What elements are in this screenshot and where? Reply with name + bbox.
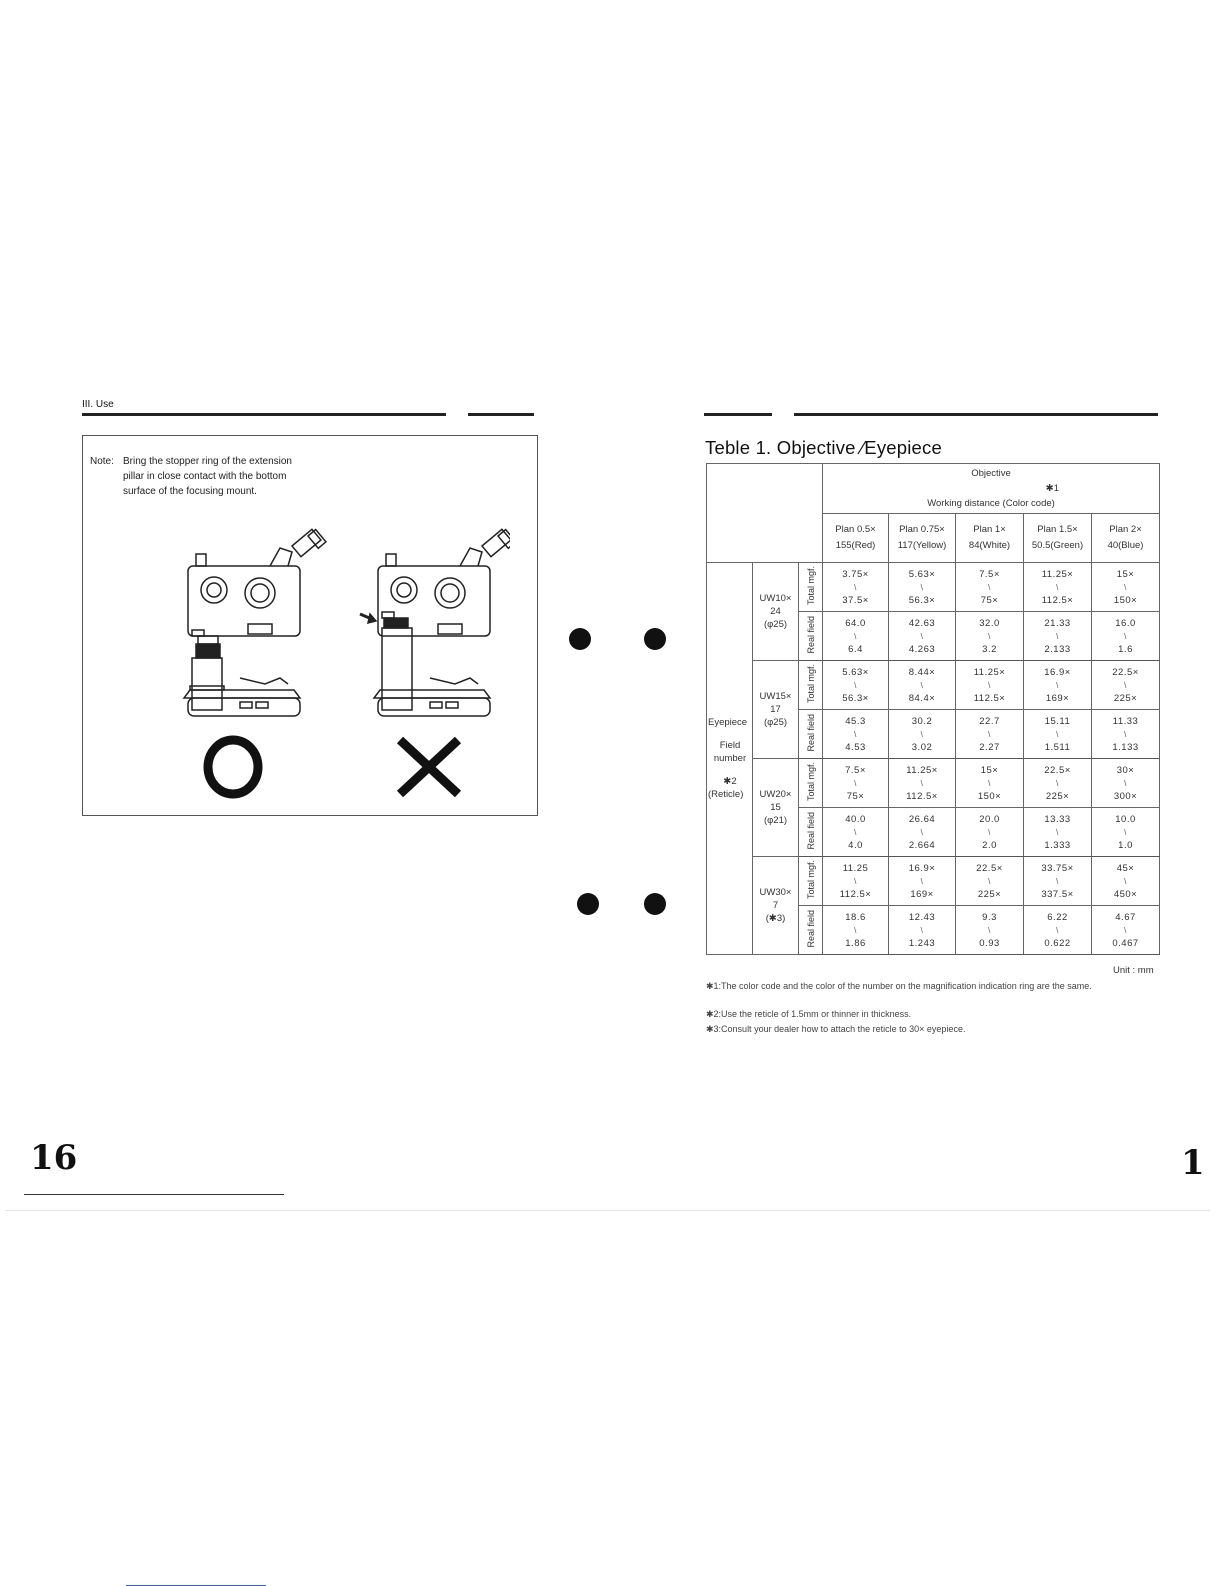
range-separator: \	[1056, 925, 1059, 935]
range-separator: \	[1124, 631, 1127, 641]
range-min: 10.0	[1115, 813, 1136, 825]
section-label: III. Use	[82, 399, 114, 410]
range-separator: \	[988, 729, 991, 739]
range-separator: \	[988, 680, 991, 690]
range-min: 33.75×	[1041, 862, 1074, 874]
bottom-rule-faint	[5, 1210, 1210, 1211]
range-separator: \	[854, 680, 857, 690]
binder-hole-icon	[577, 893, 599, 915]
range-separator: \	[854, 729, 857, 739]
total-magnification-cell	[889, 759, 956, 808]
total-magnification-cell	[956, 759, 1024, 808]
real-field-cell	[889, 710, 956, 759]
range-min: 7.5×	[979, 568, 1000, 580]
row-type-label-cell	[799, 857, 823, 906]
objective-column-header	[956, 514, 1024, 563]
total-magnification-cell	[956, 563, 1024, 612]
range-max: 1.511	[1044, 741, 1071, 753]
real-field-cell	[1024, 906, 1092, 955]
range-min: 11.25×	[906, 764, 938, 776]
range-max: 2.664	[908, 839, 936, 851]
real-field-cell	[1092, 906, 1160, 955]
header-rule-tick	[772, 412, 794, 416]
reticle-mark: ✱2	[723, 776, 737, 787]
range-separator: \	[1056, 778, 1059, 788]
range-min: 16.9×	[1044, 666, 1071, 678]
range-separator: \	[920, 631, 924, 641]
range-max: 56.3×	[842, 692, 869, 704]
range-min: 18.6	[845, 911, 866, 923]
real-field-cell	[889, 808, 956, 857]
working-distance-header: Working distance (Color code)	[927, 498, 1055, 509]
real-field-cell	[823, 612, 889, 661]
real-field-cell	[956, 808, 1024, 857]
range-min: 30×	[1116, 764, 1135, 776]
range-max: 2.133	[1044, 643, 1071, 655]
table-row	[707, 759, 1160, 808]
range-min: 42.63	[908, 617, 936, 629]
eyepiece-name: UW30×	[759, 887, 792, 898]
range-separator: \	[854, 827, 857, 837]
total-magnification-cell	[889, 661, 956, 710]
total-magnification-cell	[1092, 857, 1160, 906]
objective-working-distance: 84(White)	[968, 540, 1011, 551]
range-max: 4.53	[845, 741, 866, 753]
total-magnification-cell	[823, 563, 889, 612]
real-field-cell	[1092, 808, 1160, 857]
row-type-label: Total mgf.	[805, 859, 816, 899]
real-field-cell	[1024, 710, 1092, 759]
range-max: 112.5×	[906, 790, 938, 802]
range-separator: \	[1056, 827, 1059, 837]
eyepiece-name: UW15×	[759, 691, 792, 702]
real-field-cell	[1092, 710, 1160, 759]
range-separator: \	[1056, 876, 1059, 886]
range-separator: \	[1056, 680, 1059, 690]
table-title: Teble 1. Objective ⁄Eyepiece	[705, 437, 942, 458]
eyepiece-label: Eyepiece	[708, 717, 748, 728]
row-type-label: Total mgf.	[805, 761, 816, 801]
range-min: 45.3	[845, 715, 866, 727]
eyepiece-field-number: 7	[772, 900, 779, 911]
eyepiece-cell	[753, 563, 799, 661]
table-row	[707, 661, 1160, 710]
range-max: 0.622	[1044, 937, 1071, 949]
page-number-left: 16	[30, 1138, 78, 1178]
microscope-incorrect-icon	[360, 529, 510, 716]
range-separator: \	[1124, 680, 1127, 690]
range-separator: \	[854, 778, 857, 788]
eyepiece-reticle: (✱3)	[765, 913, 786, 924]
note-label: Note:	[90, 456, 114, 467]
page-number-right: 1	[1181, 1143, 1205, 1183]
range-min: 13.33	[1044, 813, 1071, 825]
range-min: 30.2	[911, 715, 933, 727]
row-type-label-cell	[799, 563, 823, 612]
range-separator: \	[988, 925, 991, 935]
total-magnification-cell	[1092, 563, 1160, 612]
objective-header-cell	[823, 464, 1160, 514]
row-type-label-cell	[799, 612, 823, 661]
range-min: 22.5×	[1044, 764, 1071, 776]
eyepiece-reticle: (φ25)	[763, 717, 788, 728]
objective-column-header	[889, 514, 956, 563]
range-max: 0.93	[979, 937, 1000, 949]
range-separator: \	[1124, 582, 1127, 592]
range-min: 15×	[1116, 568, 1135, 580]
range-min: 32.0	[979, 617, 1000, 629]
range-min: 11.33	[1112, 715, 1139, 727]
real-field-cell	[889, 612, 956, 661]
range-max: 6.4	[848, 643, 863, 655]
objective-working-distance: 117(Yellow)	[897, 540, 947, 551]
range-max: 84.4×	[908, 692, 936, 704]
note-text: Bring the stopper ring of the extension pillar in close contact with the bottom surface of the focusing mount.	[123, 456, 292, 497]
range-min: 22.5×	[1112, 666, 1139, 678]
footnote-3: ✱3:Consult your dealer how to attach the reticle to 30× eyepiece.	[706, 1024, 966, 1034]
range-max: 0.467	[1112, 937, 1139, 949]
footnote-1	[706, 979, 1162, 993]
total-magnification-cell	[1024, 759, 1092, 808]
range-separator: \	[1124, 827, 1127, 837]
range-min: 3.75×	[842, 568, 869, 580]
eyepiece-reticle: (φ25)	[763, 619, 788, 630]
range-separator: \	[920, 680, 924, 690]
table-corner	[707, 464, 823, 563]
objective-working-distance: 40(Blue)	[1107, 540, 1144, 551]
objective-column-header	[1092, 514, 1160, 563]
range-max: 3.02	[911, 741, 933, 753]
range-max: 1.0	[1118, 839, 1133, 851]
total-magnification-cell	[823, 759, 889, 808]
range-min: 15×	[980, 764, 999, 776]
eyepiece-cell	[753, 857, 799, 955]
range-min: 16.0	[1115, 617, 1136, 629]
range-min: 45×	[1116, 862, 1135, 874]
objective-column-header	[823, 514, 889, 563]
range-min: 5.63×	[842, 666, 869, 678]
eyepiece-field-label-cell	[707, 563, 753, 955]
range-separator: \	[920, 827, 924, 837]
range-max: 337.5×	[1041, 888, 1074, 900]
eyepiece-field-number: 24	[770, 606, 781, 617]
range-min: 11.25×	[973, 666, 1006, 678]
objective-name: Plan 0.75×	[899, 524, 945, 535]
range-max: 225×	[1045, 790, 1070, 802]
footnote-2: ✱2:Use the reticle of 1.5mm or thinner in thickness.	[706, 1009, 912, 1019]
header-rule-tick	[446, 412, 468, 416]
real-field-cell	[823, 710, 889, 759]
range-max: 2.27	[979, 741, 1000, 753]
range-min: 6.22	[1047, 911, 1068, 923]
range-min: 22.7	[979, 715, 1000, 727]
objective-name: Plan 1.5×	[1037, 524, 1078, 535]
range-separator: \	[920, 582, 924, 592]
range-min: 4.67	[1115, 911, 1136, 923]
total-magnification-cell	[956, 857, 1024, 906]
total-magnification-cell	[1024, 661, 1092, 710]
row-type-label-cell	[799, 710, 823, 759]
range-separator: \	[1056, 631, 1059, 641]
range-max: 75×	[980, 594, 999, 606]
microscope-correct-icon	[184, 529, 326, 716]
correct-mark-icon	[198, 734, 268, 800]
row-type-label-cell	[799, 759, 823, 808]
binder-hole-icon	[644, 893, 666, 915]
bottom-rule	[24, 1194, 284, 1195]
footnote-1-text: ✱1:The color code and the color of the number on the magnification indication ring are the same.	[706, 981, 1092, 991]
eyepiece-field-number: 17	[770, 704, 781, 715]
total-magnification-cell	[889, 857, 956, 906]
range-max: 1.333	[1044, 839, 1071, 851]
range-separator: \	[1056, 729, 1059, 739]
range-max: 225×	[1113, 692, 1138, 704]
range-max: 2.0	[982, 839, 997, 851]
eyepiece-name: UW10×	[759, 593, 792, 604]
range-min: 16.9×	[908, 862, 936, 874]
incorrect-mark-icon	[394, 736, 464, 798]
range-max: 37.5×	[842, 594, 869, 606]
range-max: 150×	[1113, 594, 1138, 606]
field-number-label: Field number	[713, 740, 747, 764]
total-magnification-cell	[1092, 661, 1160, 710]
row-type-label: Real field	[805, 615, 816, 654]
range-separator: \	[1124, 729, 1127, 739]
row-type-label: Real field	[805, 713, 816, 752]
range-max: 56.3×	[908, 594, 936, 606]
range-min: 7.5×	[845, 764, 866, 776]
range-max: 450×	[1113, 888, 1138, 900]
range-separator: \	[920, 876, 924, 886]
range-min: 64.0	[845, 617, 866, 629]
eyepiece-cell	[753, 661, 799, 759]
range-max: 169×	[910, 888, 934, 900]
range-separator: \	[1056, 582, 1059, 592]
range-separator: \	[1124, 925, 1127, 935]
real-field-cell	[956, 612, 1024, 661]
range-min: 20.0	[979, 813, 1000, 825]
range-max: 112.5×	[973, 692, 1006, 704]
objective-working-distance: 50.5(Green)	[1031, 540, 1084, 551]
working-distance-mark: ✱1	[1045, 483, 1060, 494]
range-separator: \	[854, 631, 857, 641]
objective-eyepiece-table	[706, 463, 1160, 955]
real-field-cell	[889, 906, 956, 955]
range-max: 1.86	[845, 937, 866, 949]
total-magnification-cell	[823, 661, 889, 710]
table-row	[707, 857, 1160, 906]
range-max: 1.6	[1118, 643, 1133, 655]
range-min: 11.25	[842, 862, 869, 874]
range-max: 169×	[1045, 692, 1070, 704]
range-separator: \	[854, 582, 857, 592]
real-field-cell	[956, 906, 1024, 955]
objective-name: Plan 2×	[1109, 524, 1142, 535]
real-field-cell	[1024, 612, 1092, 661]
row-type-label: Real field	[805, 909, 816, 948]
total-magnification-cell	[1024, 857, 1092, 906]
row-type-label-cell	[799, 906, 823, 955]
unit-label: Unit : mm	[1113, 965, 1154, 976]
row-type-label: Total mgf.	[805, 565, 816, 605]
total-magnification-cell	[823, 857, 889, 906]
row-type-label-cell	[799, 661, 823, 710]
row-type-label: Total mgf.	[805, 663, 816, 703]
objective-column-header	[1024, 514, 1092, 563]
range-separator: \	[988, 778, 991, 788]
range-max: 3.2	[982, 643, 997, 655]
total-magnification-cell	[1024, 563, 1092, 612]
real-field-cell	[823, 808, 889, 857]
range-separator: \	[988, 876, 991, 886]
range-max: 300×	[1113, 790, 1138, 802]
range-min: 8.44×	[908, 666, 936, 678]
range-min: 22.5×	[976, 862, 1003, 874]
eyepiece-reticle: (φ21)	[763, 815, 788, 826]
range-max: 112.5×	[1041, 594, 1074, 606]
range-separator: \	[920, 925, 924, 935]
range-max: 225×	[977, 888, 1002, 900]
eyepiece-field-number: 15	[770, 802, 781, 813]
total-magnification-cell	[1092, 759, 1160, 808]
range-separator: \	[988, 582, 991, 592]
real-field-cell	[1092, 612, 1160, 661]
total-magnification-cell	[889, 563, 956, 612]
row-type-label-cell	[799, 808, 823, 857]
objective-name: Plan 1×	[973, 524, 1006, 535]
range-separator: \	[988, 827, 991, 837]
objective-working-distance: 155(Red)	[835, 540, 876, 551]
range-min: 11.25×	[1041, 568, 1074, 580]
real-field-cell	[1024, 808, 1092, 857]
range-separator: \	[854, 876, 857, 886]
real-field-cell	[956, 710, 1024, 759]
range-separator: \	[854, 925, 857, 935]
range-separator: \	[988, 631, 991, 641]
reticle-label: (Reticle)	[708, 789, 744, 800]
range-min: 5.63×	[908, 568, 936, 580]
real-field-cell	[823, 906, 889, 955]
binder-hole-icon	[644, 628, 666, 650]
eyepiece-cell	[753, 759, 799, 857]
binder-hole-icon	[569, 628, 591, 650]
range-separator: \	[920, 729, 924, 739]
range-max: 112.5×	[839, 888, 872, 900]
row-type-label: Real field	[805, 811, 816, 850]
eyepiece-name: UW20×	[759, 789, 792, 800]
total-magnification-cell	[956, 661, 1024, 710]
objective-header: Objective	[971, 468, 1011, 479]
range-separator: \	[1124, 876, 1127, 886]
range-max: 4.263	[908, 643, 936, 655]
range-min: 9.3	[982, 911, 997, 923]
table-row	[707, 563, 1160, 612]
range-max: 150×	[977, 790, 1002, 802]
range-max: 4.0	[848, 839, 863, 851]
range-separator: \	[920, 778, 924, 788]
objective-name: Plan 0.5×	[835, 524, 876, 535]
range-min: 15.11	[1044, 715, 1071, 727]
range-min: 40.0	[845, 813, 866, 825]
range-max: 1.243	[908, 937, 936, 949]
range-max: 1.133	[1112, 741, 1139, 753]
range-min: 21.33	[1044, 617, 1071, 629]
range-min: 26.64	[908, 813, 936, 825]
range-max: 75×	[846, 790, 865, 802]
range-separator: \	[1124, 778, 1127, 788]
range-min: 12.43	[908, 911, 936, 923]
